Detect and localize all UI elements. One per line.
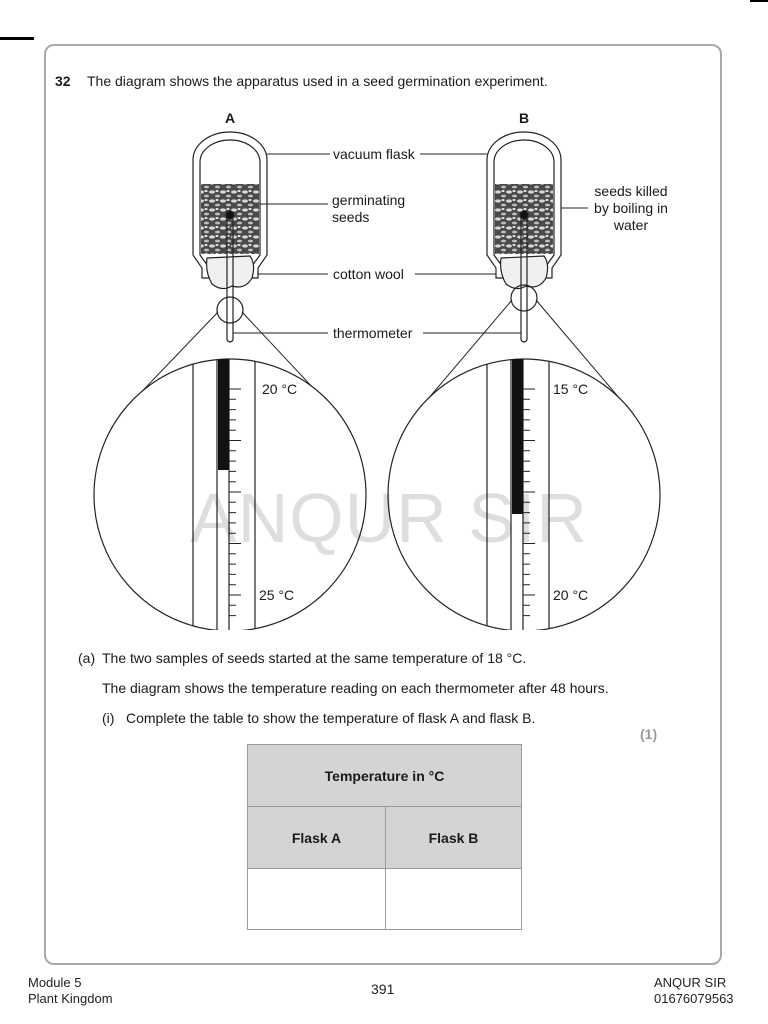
- flask-b: [487, 132, 561, 342]
- germination-diagram: [80, 100, 680, 630]
- part-a-text-2: The diagram shows the temperature reading on each thermometer after 48 hours.: [102, 680, 609, 696]
- corner-mark: [0, 37, 34, 40]
- corner-mark-right: [750, 0, 768, 2]
- flask-b-label: B: [519, 110, 530, 126]
- label-cotton-wool: cotton wool: [333, 266, 404, 282]
- flask-a: [193, 132, 267, 342]
- label-thermometer: thermometer: [333, 325, 413, 341]
- magnified-scale-b: [388, 350, 660, 630]
- label-vacuum-flask: vacuum flask: [333, 146, 415, 162]
- table-col-flask-a: Flask A: [248, 807, 386, 869]
- footer-right: [654, 975, 734, 1007]
- scale-b-bottom-reading: 20 °C: [553, 587, 589, 603]
- question-number: 32: [55, 73, 71, 89]
- answer-cell-flask-a[interactable]: [248, 869, 386, 930]
- label-germinating-seeds: germinating seeds: [332, 192, 406, 225]
- watermark: ANQUR SIR: [190, 479, 588, 557]
- answer-cell-flask-b[interactable]: [386, 869, 522, 930]
- answer-table: [247, 744, 522, 930]
- page-number: 391: [371, 981, 395, 997]
- part-a-i-text: Complete the table to show the temperature of flask A and flask B.: [126, 710, 536, 726]
- scale-b-top-reading: 15 °C: [553, 381, 589, 397]
- part-a-text: The two samples of seeds started at the same temperature of 18 °C.: [102, 650, 527, 666]
- footer-author: ANQUR SIR: [654, 975, 727, 990]
- table-col-flask-b: Flask B: [386, 807, 522, 869]
- footer-module: Module 5: [28, 975, 82, 990]
- table-header: Temperature in °C: [248, 745, 522, 807]
- scale-a-top-reading: 20 °C: [262, 381, 298, 397]
- footer-left: [28, 975, 113, 1007]
- marks-indicator: (1): [640, 726, 658, 742]
- question-text: The diagram shows the apparatus used in a seed germination experiment.: [87, 73, 548, 89]
- footer-phone: 01676079563: [654, 991, 734, 1006]
- magnified-scale-a: [94, 350, 366, 630]
- scale-a-bottom-reading: 25 °C: [259, 587, 295, 603]
- footer-topic: Plant Kingdom: [28, 991, 113, 1006]
- label-seeds-killed: seeds killed by boiling in water: [594, 183, 668, 233]
- part-a-label: (a): [78, 650, 96, 666]
- flask-a-label: A: [225, 110, 236, 126]
- part-a-i-label: (i): [102, 710, 115, 726]
